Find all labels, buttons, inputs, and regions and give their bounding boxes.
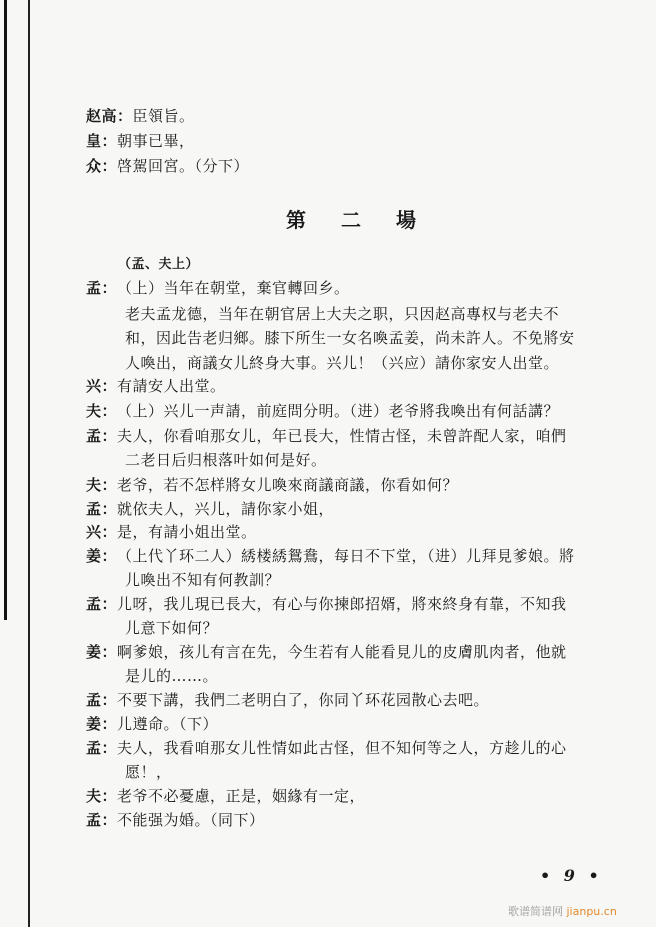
- speaker-label: 夫：: [86, 787, 118, 805]
- speaker-label: 皇：: [86, 132, 118, 150]
- speaker-label: 孟：: [86, 500, 118, 518]
- dialogue-line: 儿意下如何？: [125, 619, 219, 637]
- line-text: 臣領旨。: [132, 107, 195, 125]
- line-text: 老爷不必憂慮，正是，姻緣有一定，: [117, 787, 366, 805]
- line-text: 儿遵命。（下）: [117, 715, 219, 733]
- dialogue-line: 和，因此告老归鄉。膝下所生一女名喚孟姜，尚未許人。不免將安: [125, 329, 575, 347]
- speaker-label: 赵高：: [86, 107, 133, 125]
- dialogue-line: [86, 787, 365, 805]
- line-text: 夫人，我看咱那女儿性情如此古怪，但不知何等之人，方趁儿的心: [117, 739, 567, 757]
- dialogue-line: [86, 107, 195, 125]
- dialogue-line: [86, 157, 249, 175]
- speaker-label: 姜：: [86, 715, 118, 733]
- dialogue-line: [86, 595, 567, 613]
- line-text: 儿呀，我儿現已長大，有心与你揀郎招婿，將來終身有靠，不知我: [117, 595, 567, 613]
- dialogue-line: [86, 377, 226, 395]
- speaker-label: 孟：: [86, 691, 118, 709]
- watermark: [508, 903, 617, 919]
- line-text: （上）兴儿一声請，前庭問分明。（进）老爷將我喚出有何話講？: [117, 402, 560, 420]
- dialogue-line: 人喚出，商議女儿終身大事。兴儿！（兴应）請你家安人出堂。: [125, 354, 560, 372]
- dialogue-line: [86, 279, 350, 297]
- dialogue-line: 儿喚出不知有何教訓？: [125, 571, 281, 589]
- scene-title: 第 二 場: [286, 208, 430, 232]
- speaker-label: 孟：: [86, 739, 118, 757]
- speaker-label: 夫：: [86, 402, 118, 420]
- scan-binding-edge: [28, 0, 30, 927]
- dialogue-line: [86, 500, 334, 518]
- dialogue-line: [86, 402, 559, 420]
- line-text: 老爷，若不怎样將女儿喚來商議商議，你看如何？: [117, 476, 459, 494]
- line-text: （上）当年在朝堂，棄官轉回乡。: [117, 279, 350, 297]
- dialogue-line: [86, 691, 489, 709]
- speaker-label: 孟：: [86, 279, 118, 297]
- dialogue-line: [86, 739, 567, 757]
- line-text: 啓駕回宮。（分下）: [117, 157, 250, 175]
- dialogue-line: 二老日后归根落叶如何是好。: [125, 451, 327, 469]
- dialogue-line: 愿！，: [125, 763, 172, 781]
- speaker-label: 孟：: [86, 427, 118, 445]
- dialogue-line: [86, 715, 218, 733]
- speaker-label: 众：: [86, 157, 118, 175]
- speaker-label: 兴：: [86, 377, 118, 395]
- dialogue-line: [86, 476, 458, 494]
- speaker-label: 姜：: [86, 643, 118, 661]
- line-text: 有請安人出堂。: [117, 377, 226, 395]
- line-text: 不能强为婚。（同下）: [117, 811, 265, 829]
- speaker-label: 兴：: [86, 523, 118, 541]
- stage-direction: （孟、夫上）: [118, 257, 200, 272]
- dialogue-line: [86, 523, 257, 541]
- line-text: 啊爹娘，孩儿有言在先，今生若有人能看見儿的皮膚肌肉者，他就: [117, 643, 567, 661]
- speaker-label: 孟：: [86, 811, 118, 829]
- scan-binding-edge: [4, 0, 7, 620]
- watermark-site: jianpu.cn: [566, 905, 617, 918]
- speaker-label: 夫：: [86, 476, 118, 494]
- dialogue-line: 是儿的……。: [125, 667, 219, 685]
- dialogue-line: 老夫孟龙德，当年在朝官居上大夫之职，只因赵高專权与老夫不: [125, 305, 560, 323]
- line-text: 夫人，你看咱那女儿，年已長大，性情古怪，未曾許配人家，咱們: [117, 427, 567, 445]
- dialogue-line: [86, 427, 567, 445]
- dialogue-line: [86, 547, 575, 565]
- dialogue-line: [86, 811, 265, 829]
- page-number: • 9 •: [540, 866, 603, 885]
- line-text: 是，有請小姐出堂。: [117, 523, 257, 541]
- line-text: 就依夫人，兴儿，請你家小姐，: [117, 500, 335, 518]
- watermark-name: 歌谱简谱网: [508, 905, 563, 918]
- line-text: （上代丫环二人）綉楼綉鴛鴦，每日不下堂，（进）儿拜見爹娘。將: [117, 547, 575, 565]
- speaker-label: 姜：: [86, 547, 118, 565]
- line-text: 朝事已畢，: [117, 132, 195, 150]
- dialogue-line: [86, 643, 567, 661]
- line-text: 不要下講，我們二老明白了，你同丫环花园散心去吧。: [117, 691, 490, 709]
- speaker-label: 孟：: [86, 595, 118, 613]
- dialogue-line: [86, 132, 195, 150]
